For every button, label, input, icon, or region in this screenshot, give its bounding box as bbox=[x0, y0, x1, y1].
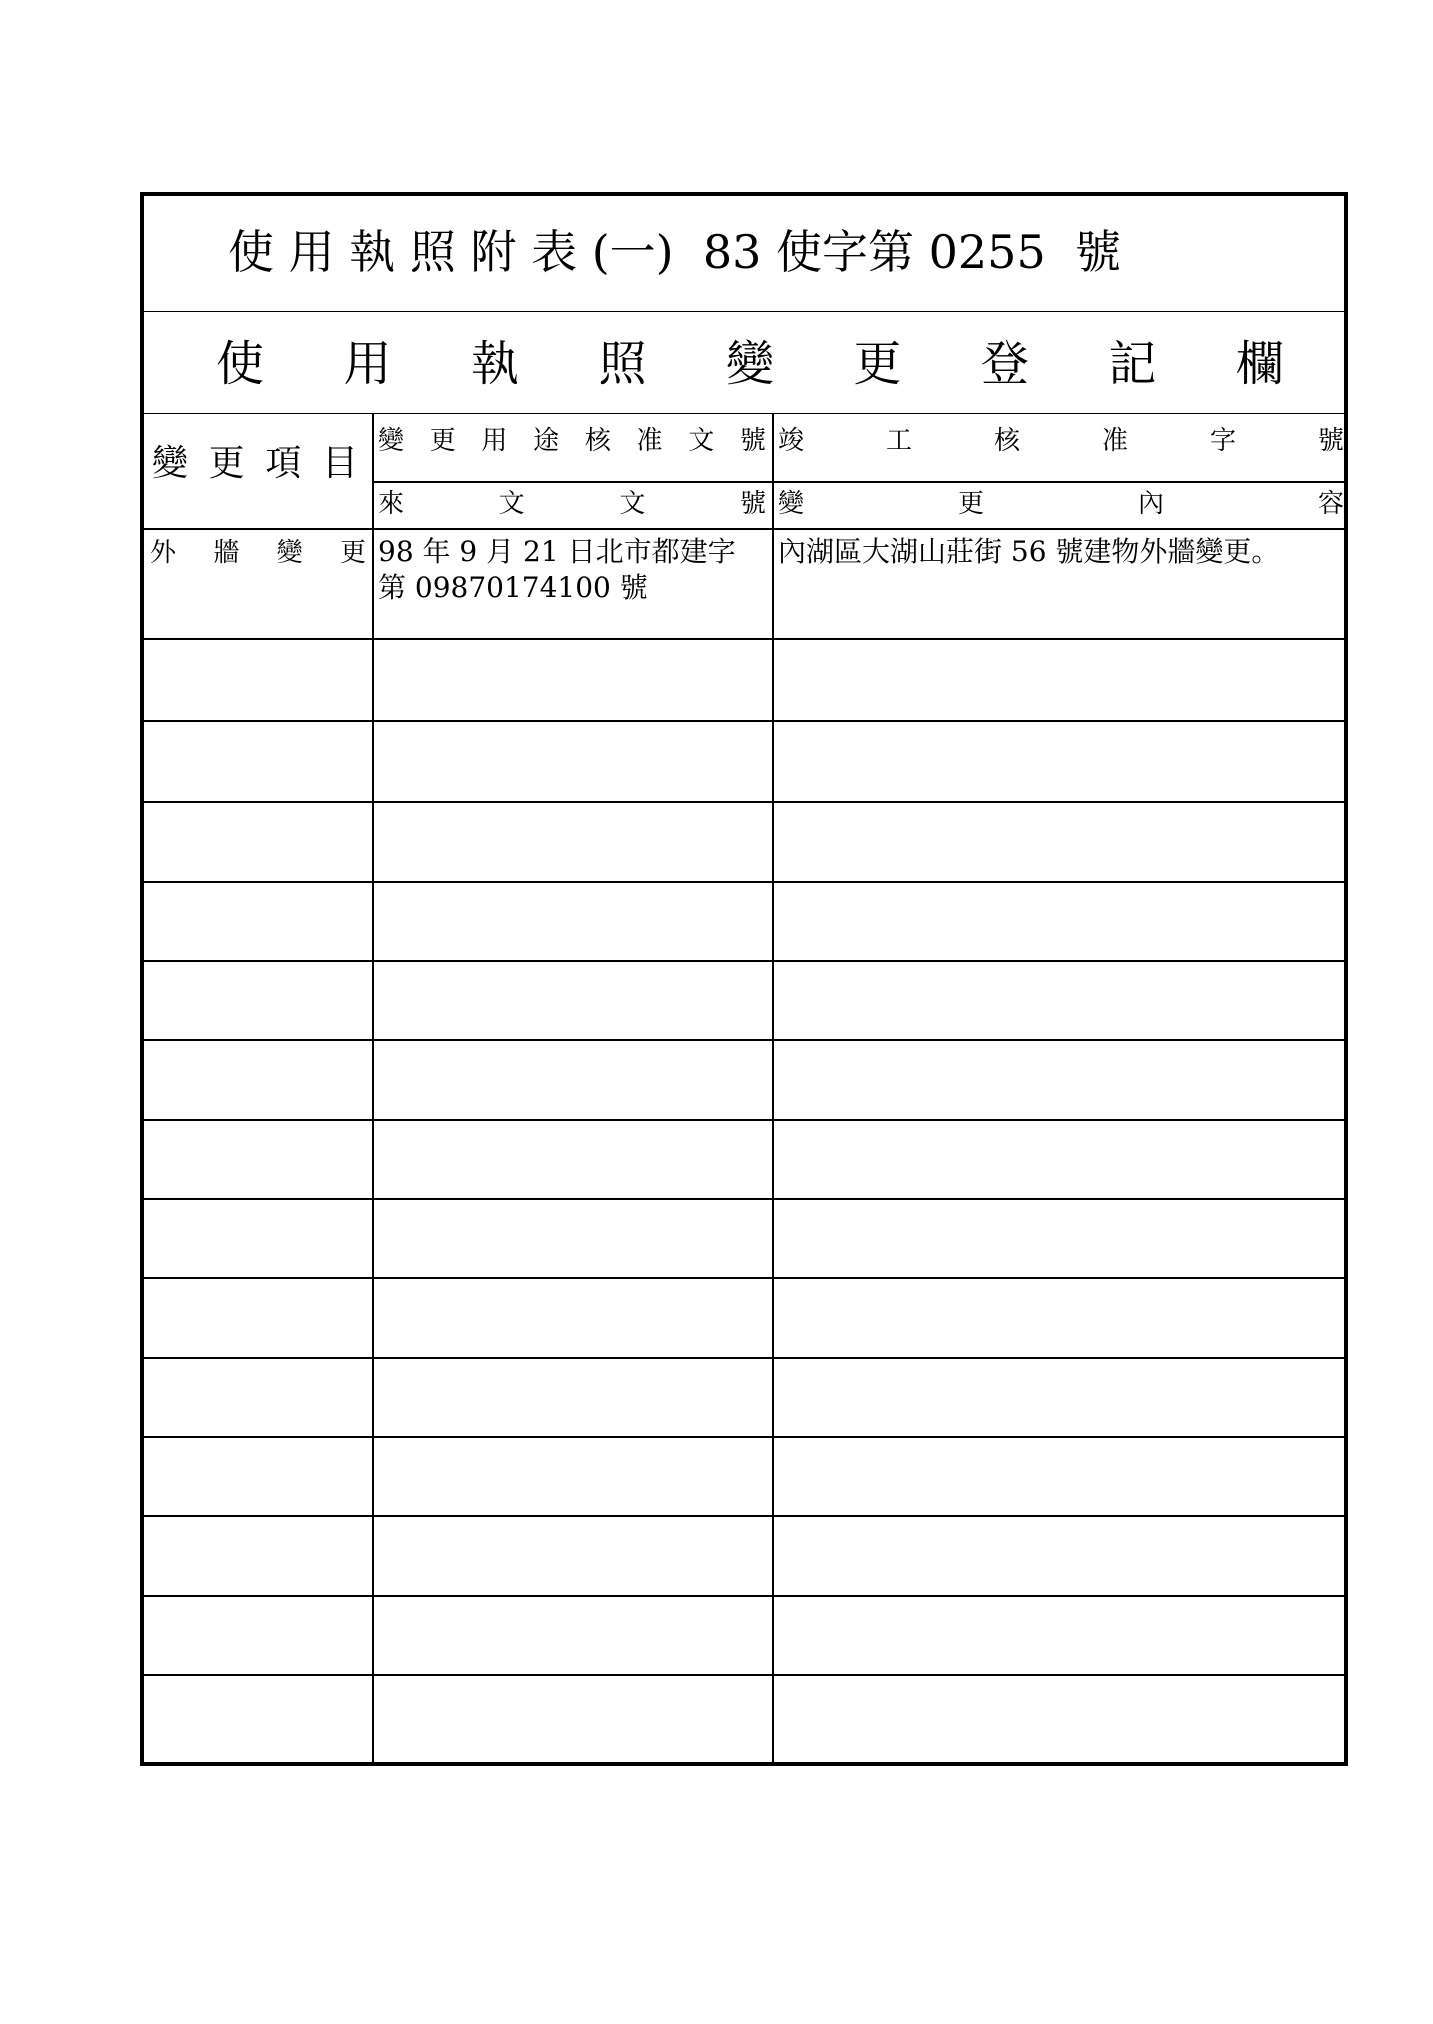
char: 號 bbox=[739, 426, 766, 456]
char: 目 bbox=[321, 443, 358, 484]
header-change-item bbox=[152, 442, 358, 486]
char: 登 bbox=[980, 336, 1029, 392]
char: 變 bbox=[725, 336, 774, 392]
char: 文 bbox=[688, 426, 715, 456]
row-divider bbox=[144, 1357, 1344, 1359]
row-divider bbox=[144, 1515, 1344, 1517]
column-divider bbox=[772, 414, 774, 1766]
form-subtitle bbox=[216, 334, 1284, 394]
entry-item bbox=[150, 536, 366, 570]
char: 記 bbox=[1108, 336, 1157, 392]
row-divider bbox=[144, 1595, 1344, 1597]
change-table bbox=[144, 414, 1344, 1766]
entry-doc-line1: 98 年 9 月 21 日北市都建字 bbox=[378, 535, 736, 568]
form-title: 使 用 執 照 附 表 (一) 83 使字第 0255 號 bbox=[228, 225, 1121, 279]
header-completion-no bbox=[778, 424, 1344, 458]
char: 使 bbox=[216, 336, 265, 392]
char: 准 bbox=[1101, 426, 1128, 456]
char: 照 bbox=[598, 336, 647, 392]
row-divider bbox=[144, 960, 1344, 962]
column-divider bbox=[372, 414, 374, 1766]
char: 牆 bbox=[213, 538, 240, 568]
row-divider bbox=[144, 1674, 1344, 1676]
char: 號 bbox=[1317, 426, 1344, 456]
char: 途 bbox=[533, 426, 560, 456]
header-change-content bbox=[778, 487, 1344, 521]
char: 容 bbox=[1317, 489, 1344, 519]
entry-doc-line2: 第 09870174100 號 bbox=[378, 571, 648, 604]
char: 文 bbox=[498, 489, 525, 519]
row-divider bbox=[144, 1119, 1344, 1121]
char: 核 bbox=[584, 426, 611, 456]
row-divider bbox=[144, 638, 1344, 640]
char: 字 bbox=[1209, 426, 1236, 456]
form-subtitle-row bbox=[144, 312, 1344, 414]
row-divider bbox=[144, 1277, 1344, 1279]
char: 用 bbox=[481, 426, 508, 456]
char: 核 bbox=[993, 426, 1020, 456]
char: 來 bbox=[378, 489, 405, 519]
char: 變 bbox=[276, 538, 303, 568]
header-bottom-line bbox=[144, 528, 1344, 530]
entry-content: 內湖區大湖山莊街 56 號建物外牆變更。 bbox=[778, 535, 1280, 568]
license-change-form bbox=[140, 192, 1348, 1766]
char: 用 bbox=[343, 336, 392, 392]
char: 文 bbox=[619, 489, 646, 519]
char: 工 bbox=[885, 426, 912, 456]
row-divider bbox=[144, 1198, 1344, 1200]
char: 更 bbox=[957, 489, 984, 519]
char: 准 bbox=[636, 426, 663, 456]
char: 更 bbox=[339, 538, 366, 568]
char: 竣 bbox=[778, 426, 805, 456]
header-approval-doc bbox=[378, 424, 766, 458]
header-incoming-doc bbox=[378, 487, 766, 521]
char: 變 bbox=[152, 443, 189, 484]
char: 號 bbox=[739, 489, 766, 519]
row-divider bbox=[144, 720, 1344, 722]
char: 內 bbox=[1137, 489, 1164, 519]
char: 更 bbox=[429, 426, 456, 456]
char: 欄 bbox=[1235, 336, 1284, 392]
char: 更 bbox=[208, 443, 245, 484]
char: 項 bbox=[265, 443, 302, 484]
header-divider bbox=[372, 481, 1344, 483]
char: 外 bbox=[150, 538, 177, 568]
char: 執 bbox=[470, 336, 519, 392]
row-divider bbox=[144, 1039, 1344, 1041]
form-title-row bbox=[144, 196, 1344, 312]
char: 變 bbox=[778, 489, 805, 519]
row-divider bbox=[144, 1436, 1344, 1438]
char: 變 bbox=[378, 426, 405, 456]
row-divider bbox=[144, 881, 1344, 883]
row-divider bbox=[144, 801, 1344, 803]
char: 更 bbox=[853, 336, 902, 392]
